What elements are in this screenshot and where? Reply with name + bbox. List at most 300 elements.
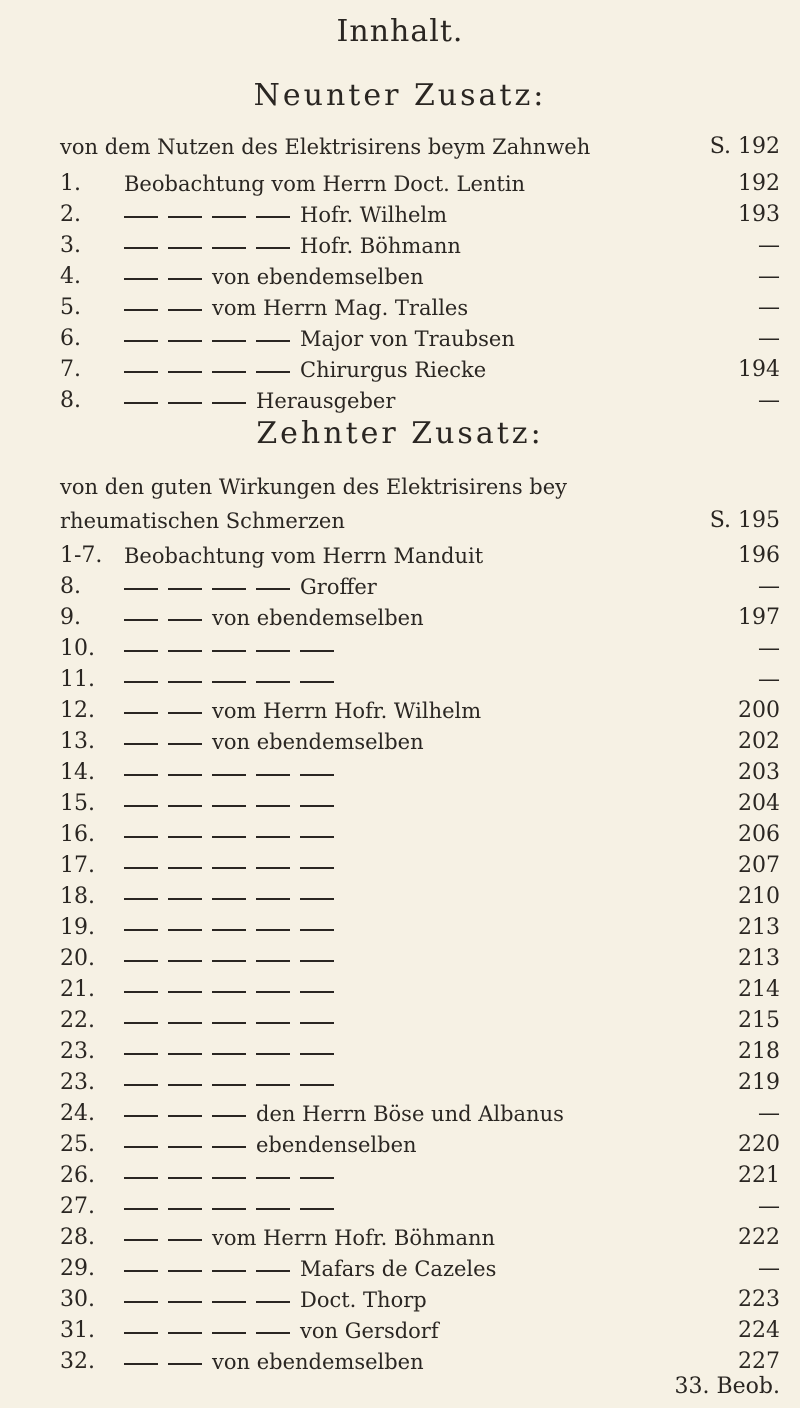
row-number: 24. <box>60 1101 95 1126</box>
ditto-dash <box>300 991 334 993</box>
row-entry <box>124 199 664 231</box>
ditto-dash <box>300 1022 334 1024</box>
ditto-dash <box>212 1053 246 1055</box>
ditto-dash <box>168 836 202 838</box>
ditto-dash <box>300 898 334 900</box>
row-text: vom Herrn Mag. Tralles <box>212 296 469 320</box>
row-text: vom Herrn Hofr. Böhmann <box>212 1226 496 1250</box>
toc-row <box>60 881 780 913</box>
ditto-dash <box>212 1301 246 1303</box>
ditto-dash <box>124 1301 158 1303</box>
ditto-dash <box>212 371 246 373</box>
ditto-dash <box>124 1022 158 1024</box>
toc-row <box>60 633 780 665</box>
row-page: 192 <box>738 171 780 196</box>
row-entry <box>124 788 664 820</box>
row-page: 213 <box>738 946 780 971</box>
ditto-dash <box>168 371 202 373</box>
row-number: 4. <box>60 264 81 289</box>
row-page: 203 <box>738 760 780 785</box>
ditto-dash <box>212 247 246 249</box>
row-text: den Herrn Böse und Albanus <box>256 1102 564 1126</box>
ditto-dash <box>124 340 158 342</box>
ditto-dash <box>256 1208 290 1210</box>
ditto-dash <box>300 960 334 962</box>
ditto-dash <box>168 805 202 807</box>
ditto-dash <box>212 1084 246 1086</box>
ditto-dash <box>124 836 158 838</box>
toc-row <box>60 354 780 386</box>
ditto-dash <box>168 588 202 590</box>
row-entry <box>124 1036 664 1068</box>
row-text: Hofr. Böhmann <box>300 234 461 258</box>
ditto-dash <box>212 929 246 931</box>
ditto-dash <box>256 247 290 249</box>
row-page: 193 <box>738 202 780 227</box>
ditto-dash <box>212 1332 246 1334</box>
row-number: 8. <box>60 388 81 413</box>
row-number: 26. <box>60 1163 95 1188</box>
row-number: 22. <box>60 1008 95 1033</box>
ditto-dash <box>212 805 246 807</box>
toc-row <box>60 1067 780 1099</box>
ditto-dash <box>168 1363 202 1365</box>
row-entry <box>124 1284 664 1316</box>
row-page: 204 <box>738 791 780 816</box>
row-number: 32. <box>60 1349 95 1374</box>
row-entry <box>124 292 664 324</box>
ditto-dash <box>212 650 246 652</box>
ditto-dash <box>256 774 290 776</box>
toc-row <box>60 540 780 572</box>
ditto-dash <box>168 1239 202 1241</box>
row-number: 17. <box>60 853 95 878</box>
row-number: 25. <box>60 1132 95 1157</box>
toc-row <box>60 1191 780 1223</box>
toc-row <box>60 726 780 758</box>
ditto-dash <box>124 309 158 311</box>
ditto-dash <box>124 1239 158 1241</box>
ditto-dash <box>256 1084 290 1086</box>
catchword: 33. Beob. <box>674 1374 780 1399</box>
toc-row <box>60 1284 780 1316</box>
row-number: 13. <box>60 729 95 754</box>
row-number: 21. <box>60 977 95 1002</box>
row-page: — <box>758 295 780 320</box>
ditto-dash <box>300 836 334 838</box>
ditto-dash <box>300 1053 334 1055</box>
ditto-dash <box>168 402 202 404</box>
row-page: — <box>758 1256 780 1281</box>
ditto-dash <box>256 216 290 218</box>
row-page: 194 <box>738 357 780 382</box>
ditto-dash <box>256 898 290 900</box>
ditto-dash <box>300 1084 334 1086</box>
row-entry <box>124 664 664 696</box>
row-page: 206 <box>738 822 780 847</box>
row-page: — <box>758 326 780 351</box>
row-entry <box>124 881 664 913</box>
section-title-tenth: Zehnter Zusatz: <box>256 416 544 451</box>
ditto-dash <box>124 247 158 249</box>
row-page: — <box>758 388 780 413</box>
ditto-dash <box>124 1208 158 1210</box>
row-number: 28. <box>60 1225 95 1250</box>
row-page: 200 <box>738 698 780 723</box>
row-entry <box>124 540 664 572</box>
ditto-dash <box>124 588 158 590</box>
row-text: von ebendemselben <box>212 606 424 630</box>
ditto-dash <box>168 216 202 218</box>
ditto-dash <box>168 898 202 900</box>
row-number: 16. <box>60 822 95 847</box>
ditto-dash <box>212 216 246 218</box>
ditto-dash <box>256 929 290 931</box>
row-entry <box>124 819 664 851</box>
row-entry <box>124 974 664 1006</box>
ditto-dash <box>124 1084 158 1086</box>
row-page: — <box>758 264 780 289</box>
row-page: — <box>758 1194 780 1219</box>
ditto-dash <box>124 371 158 373</box>
ditto-dash <box>124 650 158 652</box>
row-page: 202 <box>738 729 780 754</box>
ditto-dash <box>256 867 290 869</box>
row-page: — <box>758 574 780 599</box>
toc-row <box>60 1036 780 1068</box>
ditto-dash <box>256 371 290 373</box>
row-number: 19. <box>60 915 95 940</box>
ditto-dash <box>124 1177 158 1179</box>
ditto-dash <box>168 1332 202 1334</box>
ditto-dash <box>256 1332 290 1334</box>
row-page: 197 <box>738 605 780 630</box>
row-entry <box>124 385 664 417</box>
ditto-dash <box>168 867 202 869</box>
ditto-dash <box>212 402 246 404</box>
ditto-dash <box>212 774 246 776</box>
row-entry <box>124 602 664 634</box>
row-number: 20. <box>60 946 95 971</box>
ditto-dash <box>168 1301 202 1303</box>
row-page: — <box>758 636 780 661</box>
ditto-dash <box>212 991 246 993</box>
ditto-dash <box>124 278 158 280</box>
ditto-dash <box>256 1301 290 1303</box>
ditto-dash <box>168 1053 202 1055</box>
ditto-dash <box>256 991 290 993</box>
row-entry <box>124 323 664 355</box>
toc-row <box>60 943 780 975</box>
row-entry <box>124 850 664 882</box>
row-entry <box>124 943 664 975</box>
toc-row <box>60 850 780 882</box>
row-entry <box>124 354 664 386</box>
intro-page: S. 192 <box>709 134 780 159</box>
row-page: 227 <box>738 1349 780 1374</box>
ditto-dash <box>168 1022 202 1024</box>
ditto-dash <box>300 929 334 931</box>
row-page: 220 <box>738 1132 780 1157</box>
ditto-dash <box>300 774 334 776</box>
toc-row <box>60 1346 780 1378</box>
page-title: Innhalt. <box>336 14 464 49</box>
ditto-dash <box>168 1208 202 1210</box>
toc-row <box>60 664 780 696</box>
row-text: Chirurgus Riecke <box>300 358 487 382</box>
ditto-dash <box>212 867 246 869</box>
ditto-dash <box>124 743 158 745</box>
ditto-dash <box>300 1208 334 1210</box>
ditto-dash <box>124 1146 158 1148</box>
ditto-dash <box>168 1177 202 1179</box>
row-entry <box>124 1067 664 1099</box>
ditto-dash <box>212 960 246 962</box>
ditto-dash <box>256 1270 290 1272</box>
ditto-dash <box>168 247 202 249</box>
ditto-dash <box>212 1208 246 1210</box>
ditto-dash <box>300 1177 334 1179</box>
ditto-dash <box>212 1177 246 1179</box>
row-number: 29. <box>60 1256 95 1281</box>
ditto-dash <box>124 1115 158 1117</box>
row-text: von ebendemselben <box>212 265 424 289</box>
toc-row <box>60 912 780 944</box>
row-number: 5. <box>60 295 81 320</box>
ditto-dash <box>124 805 158 807</box>
ditto-dash <box>124 960 158 962</box>
row-entry <box>124 912 664 944</box>
toc-row <box>60 1222 780 1254</box>
ditto-dash <box>300 805 334 807</box>
row-number: 6. <box>60 326 81 351</box>
toc-row <box>60 788 780 820</box>
ditto-dash <box>168 650 202 652</box>
row-number: 23. <box>60 1039 95 1064</box>
row-number: 11. <box>60 667 95 692</box>
row-number: 31. <box>60 1318 95 1343</box>
ditto-dash <box>168 619 202 621</box>
ditto-dash <box>256 1022 290 1024</box>
row-entry <box>124 633 664 665</box>
toc-row <box>60 323 780 355</box>
row-page: — <box>758 1101 780 1126</box>
row-number: 8. <box>60 574 81 599</box>
toc-row <box>60 292 780 324</box>
row-number: 18. <box>60 884 95 909</box>
ditto-dash <box>124 1363 158 1365</box>
ditto-dash <box>168 991 202 993</box>
ditto-dash <box>256 1177 290 1179</box>
ditto-dash <box>124 1332 158 1334</box>
toc-row <box>60 230 780 262</box>
toc-row <box>60 199 780 231</box>
row-page: 223 <box>738 1287 780 1312</box>
row-entry <box>124 1129 664 1161</box>
ditto-dash <box>168 929 202 931</box>
ditto-dash <box>168 309 202 311</box>
ditto-dash <box>168 712 202 714</box>
row-number: 27. <box>60 1194 95 1219</box>
section-intro <box>60 132 780 162</box>
ditto-dash <box>168 743 202 745</box>
toc-row <box>60 1253 780 1285</box>
row-page: — <box>758 667 780 692</box>
ditto-dash <box>300 867 334 869</box>
section-intro-line2 <box>60 506 780 536</box>
row-entry <box>124 1315 664 1347</box>
row-page: 207 <box>738 853 780 878</box>
row-entry <box>124 695 664 727</box>
ditto-dash <box>124 619 158 621</box>
toc-row <box>60 1129 780 1161</box>
ditto-dash <box>256 650 290 652</box>
ditto-dash <box>212 681 246 683</box>
row-number: 7. <box>60 357 81 382</box>
toc-row <box>60 1315 780 1347</box>
row-entry <box>124 1346 664 1378</box>
ditto-dash <box>256 340 290 342</box>
ditto-dash <box>212 1022 246 1024</box>
ditto-dash <box>300 681 334 683</box>
ditto-dash <box>212 340 246 342</box>
row-page: 214 <box>738 977 780 1002</box>
ditto-dash <box>168 1084 202 1086</box>
row-entry <box>124 1005 664 1037</box>
row-text: ebendenselben <box>256 1133 417 1157</box>
row-number: 1-7. <box>60 543 103 568</box>
ditto-dash <box>212 1270 246 1272</box>
row-page: 224 <box>738 1318 780 1343</box>
ditto-dash <box>256 805 290 807</box>
row-entry <box>124 1191 664 1223</box>
row-text: Doct. Thorp <box>300 1288 427 1312</box>
row-entry <box>124 726 664 758</box>
row-text: von ebendemselben <box>212 730 424 754</box>
ditto-dash <box>168 1270 202 1272</box>
ditto-dash <box>168 278 202 280</box>
row-page: 215 <box>738 1008 780 1033</box>
ditto-dash <box>124 774 158 776</box>
row-entry <box>124 168 664 200</box>
toc-row <box>60 974 780 1006</box>
toc-row <box>60 385 780 417</box>
toc-row <box>60 602 780 634</box>
ditto-dash <box>168 340 202 342</box>
row-page: 219 <box>738 1070 780 1095</box>
toc-row <box>60 757 780 789</box>
ditto-dash <box>256 960 290 962</box>
row-text: Hofr. Wilhelm <box>300 203 448 227</box>
row-page: — <box>758 233 780 258</box>
row-entry <box>124 261 664 293</box>
ditto-dash <box>124 712 158 714</box>
row-text: von Gersdorf <box>300 1319 439 1343</box>
row-text: Groffer <box>300 575 377 599</box>
row-number: 14. <box>60 760 95 785</box>
row-entry <box>124 1253 664 1285</box>
ditto-dash <box>124 991 158 993</box>
ditto-dash <box>212 1146 246 1148</box>
row-page: 218 <box>738 1039 780 1064</box>
section-intro-line1: von den guten Wirkungen des Elektrisirens bey <box>60 475 568 499</box>
row-number: 30. <box>60 1287 95 1312</box>
toc-row <box>60 261 780 293</box>
row-text: vom Herrn Hofr. Wilhelm <box>212 699 482 723</box>
ditto-dash <box>256 836 290 838</box>
toc-row <box>60 1160 780 1192</box>
ditto-dash <box>168 960 202 962</box>
ditto-dash <box>256 681 290 683</box>
ditto-dash <box>168 681 202 683</box>
row-text: von ebendemselben <box>212 1350 424 1374</box>
ditto-dash <box>124 929 158 931</box>
intro-page: S. 195 <box>709 508 780 533</box>
row-number: 2. <box>60 202 81 227</box>
ditto-dash <box>124 898 158 900</box>
row-number: 10. <box>60 636 95 661</box>
intro-text: rheumatischen Schmerzen <box>60 509 345 533</box>
row-entry <box>124 571 664 603</box>
row-text: Beobachtung vom Herrn Doct. Lentin <box>124 172 526 196</box>
ditto-dash <box>212 836 246 838</box>
row-page: 213 <box>738 915 780 940</box>
ditto-dash <box>124 1270 158 1272</box>
row-page: 196 <box>738 543 780 568</box>
ditto-dash <box>300 650 334 652</box>
toc-row <box>60 819 780 851</box>
row-number: 1. <box>60 171 81 196</box>
row-page: 210 <box>738 884 780 909</box>
row-entry <box>124 757 664 789</box>
toc-row <box>60 168 780 200</box>
row-number: 15. <box>60 791 95 816</box>
ditto-dash <box>124 402 158 404</box>
row-text: Beobachtung vom Herrn Manduit <box>124 544 484 568</box>
ditto-dash <box>256 588 290 590</box>
row-entry <box>124 1222 664 1254</box>
row-entry <box>124 230 664 262</box>
toc-row <box>60 1005 780 1037</box>
row-entry <box>124 1160 664 1192</box>
ditto-dash <box>168 1146 202 1148</box>
intro-text: von dem Nutzen des Elektrisirens beym Zahnweh <box>60 135 591 159</box>
row-number: 23. <box>60 1070 95 1095</box>
ditto-dash <box>168 774 202 776</box>
toc-row <box>60 695 780 727</box>
section-title-ninth: Neunter Zusatz: <box>253 78 547 113</box>
ditto-dash <box>212 1115 246 1117</box>
ditto-dash <box>256 1053 290 1055</box>
row-text: Major von Traubsen <box>300 327 515 351</box>
ditto-dash <box>212 898 246 900</box>
ditto-dash <box>212 588 246 590</box>
row-number: 12. <box>60 698 95 723</box>
ditto-dash <box>124 867 158 869</box>
row-text: Mafars de Cazeles <box>300 1257 497 1281</box>
toc-row <box>60 571 780 603</box>
row-page: 221 <box>738 1163 780 1188</box>
ditto-dash <box>168 1115 202 1117</box>
ditto-dash <box>124 1053 158 1055</box>
row-entry <box>124 1098 664 1130</box>
row-number: 9. <box>60 605 81 630</box>
ditto-dash <box>124 216 158 218</box>
row-number: 3. <box>60 233 81 258</box>
row-page: 222 <box>738 1225 780 1250</box>
ditto-dash <box>124 681 158 683</box>
toc-row <box>60 1098 780 1130</box>
